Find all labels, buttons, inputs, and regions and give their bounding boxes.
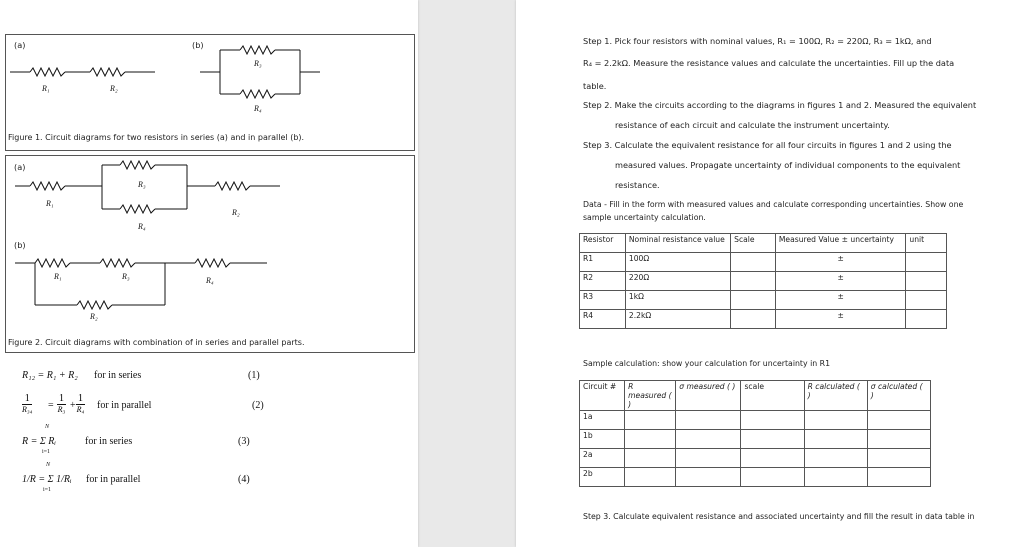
fig2b-resistor-r1: [35, 259, 70, 267]
eq2-term2-fraction: 1 R₄: [76, 393, 85, 414]
cell-unit[interactable]: [906, 272, 947, 291]
header-resistor: Resistor: [580, 234, 626, 253]
header-unit: unit: [906, 234, 947, 253]
cell-scale[interactable]: [731, 253, 776, 272]
equation-3-desc: for in series: [85, 436, 133, 447]
figure-2-diagram: [5, 155, 413, 335]
sample-calculation-prompt: Sample calculation: show your calculation for uncertainty in R1: [583, 359, 831, 368]
table-row: [580, 430, 931, 449]
cell-nominal: 220Ω: [625, 272, 730, 291]
table-row: [580, 449, 931, 468]
equation-1-desc: for in series: [94, 370, 142, 381]
eq4-sup: N: [46, 462, 51, 468]
fig2a-r3-label: R₃: [138, 180, 146, 189]
resistor-data-table: [579, 233, 947, 329]
cell-scale[interactable]: [731, 291, 776, 310]
figure-1-label-a: (a): [14, 40, 26, 50]
figure-2-caption: Figure 2. Circuit diagrams with combination of in series and parallel parts.: [8, 338, 305, 347]
step-3-final: Step 3. Calculate equivalent resistance and associated uncertainty and fill the result in data table in: [583, 512, 975, 521]
table-row: [580, 272, 947, 291]
cell-circuit: 2a: [580, 449, 625, 468]
data-instructions-line-1: Data - Fill in the form with measured values and calculate corresponding uncertainties. Show one: [583, 200, 964, 209]
header-scale-2: scale: [741, 381, 804, 411]
fig2a-r4-label: R₄: [138, 222, 146, 231]
figure-2-label-b: (b): [14, 240, 26, 250]
left-page: [0, 0, 418, 547]
fig2b-r4-label: R₄: [206, 276, 214, 285]
table-row: [580, 253, 947, 272]
eq2-lhs-fraction: 1 R₃₄: [22, 393, 33, 414]
cell-unit[interactable]: [906, 253, 947, 272]
cell-measured[interactable]: ±: [775, 310, 906, 329]
table-row: [580, 291, 947, 310]
equation-4-lhs: 1/R = Σ 1/Rᵢ: [22, 474, 72, 485]
figure-1-caption: Figure 1. Circuit diagrams for two resistors in series (a) and in parallel (b).: [8, 133, 305, 142]
fig2b-resistor-r4: [195, 259, 230, 267]
cell-circuit: 1a: [580, 411, 625, 430]
cell-nominal: 2.2kΩ: [625, 310, 730, 329]
cell-nominal: 1kΩ: [625, 291, 730, 310]
step-1-line-2: R₄ = 2.2kΩ. Measure the resistance values and calculate the uncertainties. Fill up the data: [583, 58, 955, 68]
header-r-calculated: R calculated ( ): [804, 381, 867, 411]
fig2a-resistor-r3: [120, 161, 155, 169]
cell-measured[interactable]: ±: [775, 272, 906, 291]
fig2b-resistor-r2: [77, 301, 112, 309]
fig2a-resistor-r4: [120, 205, 155, 213]
cell-circuit: 1b: [580, 430, 625, 449]
step-2-line-1: Step 2. Make the circuits according to the diagrams in figures 1 and 2. Measured the equivalent: [583, 100, 977, 110]
cell-unit[interactable]: [906, 291, 947, 310]
cell-circuit: 2b: [580, 468, 625, 487]
cell-nominal: 100Ω: [625, 253, 730, 272]
fig1b-resistor-r3: [240, 46, 275, 54]
fig2a-r1-label: R₁: [46, 199, 54, 208]
fig2a-r2-label: R₂: [232, 208, 240, 217]
fig2b-r3-label: R₃: [122, 272, 130, 281]
step-2-line-2: resistance of each circuit and calculate the instrument uncertainty.: [615, 120, 890, 130]
cell-resistor: R2: [580, 272, 626, 291]
fig1-r1-label: R₁: [42, 84, 50, 93]
eq2-plus: +: [70, 400, 76, 411]
fig1a-resistor-r1: [30, 68, 65, 76]
eq4-sub: i=1: [43, 487, 52, 493]
step-3-line-1: Step 3. Calculate the equivalent resistance for all four circuits in figures 1 and 2 using the: [583, 140, 952, 150]
figure-2-label-a: (a): [14, 162, 26, 172]
cell-scale[interactable]: [731, 310, 776, 329]
fig2b-r1-label: R₁: [54, 272, 62, 281]
cell-scale[interactable]: [731, 272, 776, 291]
cell-measured[interactable]: ±: [775, 291, 906, 310]
fig1-r3-label: R₃: [254, 59, 262, 68]
eq3-sub: i=1: [42, 449, 51, 455]
header-sigma-measured: σ measured ( ): [676, 381, 741, 411]
equation-3-number: (3): [238, 436, 250, 447]
fig2b-r2-label: R₂: [90, 312, 98, 321]
cell-resistor: R3: [580, 291, 626, 310]
equation-4-desc: for in parallel: [86, 474, 141, 485]
fig1a-resistor-r2: [90, 68, 125, 76]
cell-measured[interactable]: ±: [775, 253, 906, 272]
eq2-equals: =: [48, 400, 54, 411]
step-1-line-3: table.: [583, 81, 607, 91]
data-instructions-line-2: sample uncertainty calculation.: [583, 213, 706, 222]
step-3-line-2: measured values. Propagate uncertainty of individual components to the equivalent: [615, 160, 961, 170]
equation-3-lhs: R = Σ Rᵢ: [22, 436, 56, 447]
table-row: [580, 468, 931, 487]
equation-2-number: (2): [252, 400, 264, 411]
fig2a-resistor-r1: [30, 182, 65, 190]
step-1-line-1: Step 1. Pick four resistors with nominal values, R₁ = 100Ω, R₂ = 220Ω, R₃ = 1kΩ, and: [583, 36, 932, 46]
header-nominal: Nominal resistance value: [625, 234, 730, 253]
header-scale: Scale: [731, 234, 776, 253]
circuit-data-table: [579, 380, 931, 487]
right-page: [516, 0, 1024, 547]
eq3-sup: N: [45, 424, 50, 430]
cell-resistor: R1: [580, 253, 626, 272]
cell-resistor: R4: [580, 310, 626, 329]
equation-4-number: (4): [238, 474, 250, 485]
fig1-r4-label: R₄: [254, 104, 262, 113]
table-row: [580, 310, 947, 329]
cell-unit[interactable]: [906, 310, 947, 329]
header-sigma-calculated: σ calculated ( ): [867, 381, 930, 411]
table-row: [580, 411, 931, 430]
fig2b-resistor-r3: [100, 259, 135, 267]
header-r-measured: R measured ( ): [625, 381, 676, 411]
header-circuit: Circuit #: [580, 381, 625, 411]
fig1-r2-label: R₂: [110, 84, 118, 93]
equation-2-desc: for in parallel: [97, 400, 152, 411]
eq2-term1-fraction: 1 R₃: [57, 393, 66, 414]
equation-1-number: (1): [248, 370, 260, 381]
figure-1-diagram: [5, 34, 413, 134]
fig2a-resistor-r2: [215, 182, 250, 190]
step-3-line-3: resistance.: [615, 180, 660, 190]
equation-1-lhs: R₁₂ = R₁ + R₂: [22, 370, 78, 381]
header-measured: Measured Value ± uncertainty: [775, 234, 906, 253]
fig1b-resistor-r4: [240, 90, 275, 98]
figure-1-label-b: (b): [192, 40, 204, 50]
